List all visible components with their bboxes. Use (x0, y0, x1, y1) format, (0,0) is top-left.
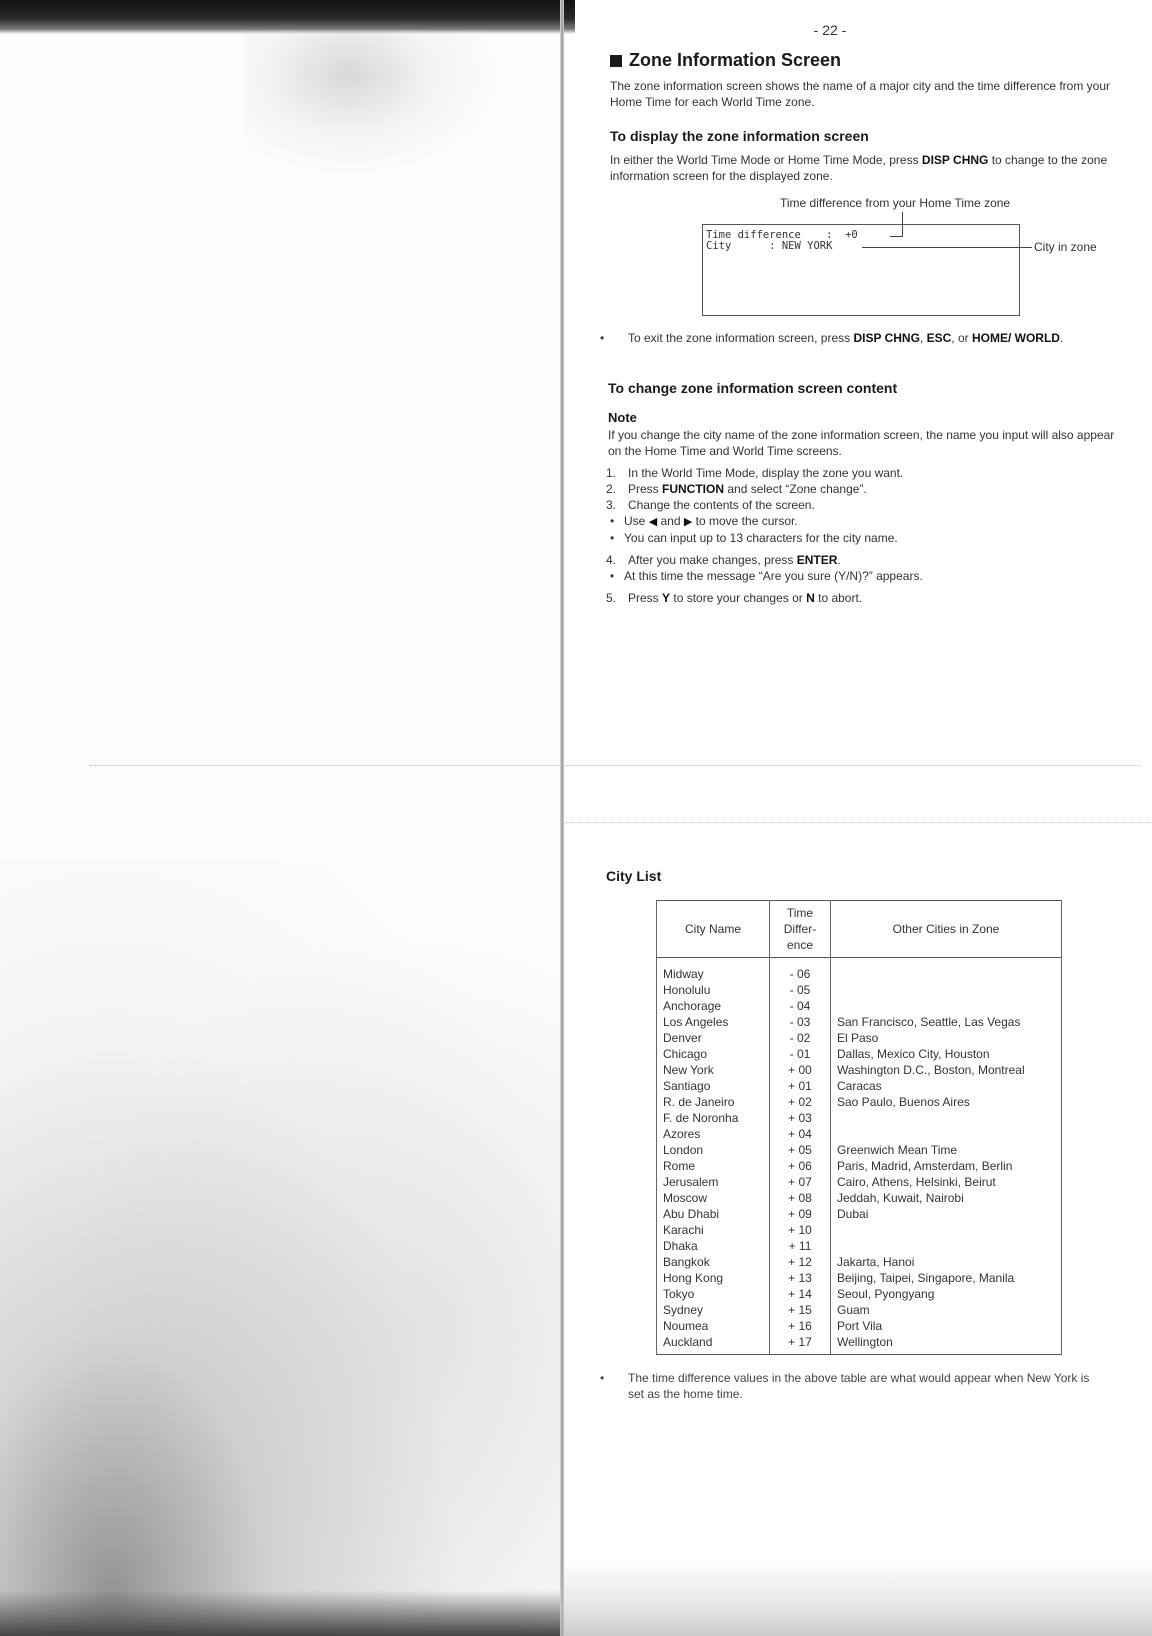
step-text: to abort. (814, 591, 863, 605)
header-other-cities: Other Cities in Zone (831, 901, 1062, 958)
table-row (657, 1062, 1062, 1078)
time-difference-cell: + 04 (770, 1126, 831, 1142)
step-text: to move the cursor. (692, 514, 798, 528)
diagram-label-city-in-zone: City in zone (1034, 240, 1097, 254)
other-cities-cell: Greenwich Mean Time (831, 1142, 1062, 1158)
note-heading: Note (608, 410, 637, 425)
time-difference-cell: + 01 (770, 1078, 831, 1094)
table-row (657, 1286, 1062, 1302)
city-name-cell: Jerusalem (657, 1174, 770, 1190)
table-row (657, 1046, 1062, 1062)
page-fold-horizontal-2 (560, 822, 1152, 823)
city-name-cell: Santiago (657, 1078, 770, 1094)
other-cities-cell: Sao Paulo, Buenos Aires (831, 1094, 1062, 1110)
city-name-cell: F. de Noronha (657, 1110, 770, 1126)
exit-sep-2: , or (951, 331, 972, 345)
exit-end: . (1059, 331, 1064, 345)
time-difference-cell: + 06 (770, 1158, 831, 1174)
footnote-text: The time difference values in the above table are what would appear when New York is set as the home time. (628, 1371, 1090, 1401)
city-name-cell: Chicago (657, 1046, 770, 1062)
city-list-footnote (600, 1370, 1098, 1402)
scan-bleed-bottom-right (560, 1560, 1152, 1636)
table-row (657, 1318, 1062, 1334)
display-text-2: to change to the zone information screen for the displayed zone. (610, 153, 1108, 183)
time-difference-cell: + 13 (770, 1270, 831, 1286)
step-text: and (657, 514, 684, 528)
city-table-body (657, 958, 1062, 1355)
spacer-cell (657, 958, 770, 967)
other-cities-cell (831, 1238, 1062, 1254)
display-heading: To display the zone information screen (610, 128, 869, 144)
city-name-cell: Moscow (657, 1190, 770, 1206)
page-fold-vertical (560, 0, 564, 1636)
section-title-text: Zone Information Screen (629, 50, 842, 70)
bullet-dot: • (610, 569, 615, 583)
table-row (657, 1158, 1062, 1174)
exit-key-disp-chng: DISP CHNG (853, 331, 920, 345)
other-cities-cell: San Francisco, Seattle, Las Vegas (831, 1014, 1062, 1030)
city-name-cell: Hong Kong (657, 1270, 770, 1286)
other-cities-cell (831, 1222, 1062, 1238)
time-difference-cell: - 02 (770, 1030, 831, 1046)
city-name-cell: Tokyo (657, 1286, 770, 1302)
time-difference-cell: - 03 (770, 1014, 831, 1030)
step-text: Press (628, 591, 663, 605)
city-name-cell: Karachi (657, 1222, 770, 1238)
step-text: and select “Zone change”. (724, 482, 867, 496)
bullet-dot: • (610, 514, 615, 528)
spacer-cell (831, 958, 1062, 967)
right-arrow-icon: ▶ (683, 516, 693, 528)
table-row (657, 1238, 1062, 1254)
exit-text: To exit the zone information screen, press (628, 331, 854, 345)
leader-line-city (862, 247, 1032, 248)
step-number: 1. (606, 466, 617, 480)
city-name-cell: Sydney (657, 1302, 770, 1318)
other-cities-cell: Cairo, Athens, Helsinki, Beirut (831, 1174, 1062, 1190)
city-name-cell: Abu Dhabi (657, 1206, 770, 1222)
city-table-header (657, 901, 1062, 958)
time-difference-cell: + 17 (770, 1334, 831, 1355)
scan-bleed-top (245, 30, 505, 180)
other-cities-cell: Dubai (831, 1206, 1062, 1222)
header-time-line-2: Differ- (783, 922, 817, 936)
city-name-cell: Noumea (657, 1318, 770, 1334)
exit-note (600, 330, 1114, 346)
time-difference-cell: + 10 (770, 1222, 831, 1238)
other-cities-cell: Washington D.C., Boston, Montreal (831, 1062, 1062, 1078)
step-number: 4. (606, 553, 617, 567)
time-difference-cell: + 08 (770, 1190, 831, 1206)
city-name-cell: Denver (657, 1030, 770, 1046)
other-cities-cell: Dallas, Mexico City, Houston (831, 1046, 1062, 1062)
other-cities-cell: Guam (831, 1302, 1062, 1318)
exit-sep-1: , (919, 331, 927, 345)
city-table (656, 900, 1062, 1355)
city-name-cell: Midway (657, 966, 770, 982)
other-cities-cell (831, 1110, 1062, 1126)
display-text-1: In either the World Time Mode or Home Time Mode, press (610, 153, 922, 167)
city-name-cell: London (657, 1142, 770, 1158)
other-cities-cell: Jakarta, Hanoi (831, 1254, 1062, 1270)
step-number: 2. (606, 482, 617, 496)
step-text: . (837, 553, 841, 567)
time-difference-cell: + 00 (770, 1062, 831, 1078)
step-5 (606, 590, 1126, 606)
table-row (657, 1302, 1062, 1318)
step-key-n: N (806, 591, 815, 605)
step-3-bullet-1 (606, 513, 1126, 530)
other-cities-cell (831, 966, 1062, 982)
step-key-y: Y (662, 591, 671, 605)
other-cities-cell: Wellington (831, 1334, 1062, 1355)
spacer-cell (770, 958, 831, 967)
time-difference-cell: + 12 (770, 1254, 831, 1270)
step-text: Press (628, 482, 663, 496)
other-cities-cell: Caracas (831, 1078, 1062, 1094)
city-name-cell: Auckland (657, 1334, 770, 1355)
city-name-cell: R. de Janeiro (657, 1094, 770, 1110)
section-title (610, 50, 841, 71)
step-text: At this time the message “Are you sure (Y/N)?” appears. (624, 569, 923, 583)
table-row (657, 966, 1062, 982)
table-spacer-row (657, 958, 1062, 967)
time-difference-cell: - 01 (770, 1046, 831, 1062)
other-cities-cell: Beijing, Taipei, Singapore, Manila (831, 1270, 1062, 1286)
diagram-label-time-difference: Time difference from your Home Time zone (780, 196, 1011, 210)
table-row (657, 1270, 1062, 1286)
other-cities-cell: Port Vila (831, 1318, 1062, 1334)
time-difference-cell: - 06 (770, 966, 831, 982)
other-cities-cell: Jeddah, Kuwait, Nairobi (831, 1190, 1062, 1206)
table-row (657, 1094, 1062, 1110)
city-name-cell: New York (657, 1062, 770, 1078)
step-key-function: FUNCTION (662, 482, 725, 496)
exit-key-home-world: HOME/ WORLD (971, 331, 1060, 345)
city-name-cell: Dhaka (657, 1238, 770, 1254)
table-row (657, 1206, 1062, 1222)
step-text: You can input up to 13 characters for the city name. (624, 531, 898, 545)
city-name-cell: Honolulu (657, 982, 770, 998)
table-row (657, 1126, 1062, 1142)
step-text: After you make changes, press (628, 553, 797, 567)
other-cities-cell (831, 982, 1062, 998)
step-4 (606, 552, 1126, 568)
time-difference-cell: + 15 (770, 1302, 831, 1318)
scan-shadow-bottom (0, 1590, 560, 1636)
other-cities-cell: Seoul, Pyongyang (831, 1286, 1062, 1302)
step-text: Use (624, 514, 649, 528)
scan-shadow-top (0, 0, 575, 34)
scan-bleed-bottom (0, 860, 560, 1636)
bullet-dot: • (600, 1371, 605, 1385)
time-difference-cell: + 03 (770, 1110, 831, 1126)
other-cities-cell (831, 998, 1062, 1014)
table-row (657, 1030, 1062, 1046)
lcd-line-city: City : NEW YORK (706, 240, 833, 252)
step-1 (606, 465, 1126, 481)
table-row (657, 998, 1062, 1014)
exit-note-item (600, 330, 1114, 346)
city-name-cell: Rome (657, 1158, 770, 1174)
step-number: 3. (606, 498, 617, 512)
table-row (657, 982, 1062, 998)
note-text: If you change the city name of the zone information screen, the name you input will also appear on the Home Time and World Time screens. (608, 428, 1115, 458)
header-city-name: City Name (657, 901, 770, 958)
city-name-cell: Anchorage (657, 998, 770, 1014)
time-difference-cell: - 05 (770, 982, 831, 998)
header-time-line-3: ence (786, 938, 814, 952)
bullet-dot: • (610, 531, 615, 545)
table-row (657, 1334, 1062, 1355)
step-number: 5. (606, 591, 617, 605)
step-key-enter: ENTER (796, 553, 838, 567)
change-heading: To change zone information screen content (608, 380, 898, 396)
time-difference-cell: + 02 (770, 1094, 831, 1110)
display-key: DISP CHNG (921, 153, 989, 167)
display-text (610, 152, 1120, 184)
city-name-cell: Azores (657, 1126, 770, 1142)
table-row (657, 1142, 1062, 1158)
step-2 (606, 481, 1126, 497)
time-difference-cell: + 05 (770, 1142, 831, 1158)
time-difference-cell: + 09 (770, 1206, 831, 1222)
time-difference-cell: - 04 (770, 998, 831, 1014)
step-3-bullet-2 (606, 530, 1126, 546)
other-cities-cell: El Paso (831, 1030, 1062, 1046)
left-arrow-icon: ◀ (648, 516, 658, 528)
step-4-bullet-1 (606, 568, 1126, 584)
time-difference-cell: + 16 (770, 1318, 831, 1334)
time-difference-cell: + 11 (770, 1238, 831, 1254)
city-name-cell: Los Angeles (657, 1014, 770, 1030)
table-row (657, 1190, 1062, 1206)
step-text: In the World Time Mode, display the zone you want. (628, 466, 904, 480)
header-time-line-1: Time (786, 906, 814, 920)
step-text: to store your changes or (670, 591, 807, 605)
other-cities-cell: Paris, Madrid, Amsterdam, Berlin (831, 1158, 1062, 1174)
time-difference-cell: + 07 (770, 1174, 831, 1190)
filled-square-icon (610, 55, 622, 67)
city-name-cell: Bangkok (657, 1254, 770, 1270)
step-3 (606, 497, 1126, 513)
table-row (657, 1110, 1062, 1126)
page-number: - 22 - (813, 22, 847, 38)
exit-key-esc: ESC (926, 331, 952, 345)
table-row (657, 1222, 1062, 1238)
city-list-heading: City List (606, 868, 662, 884)
other-cities-cell (831, 1126, 1062, 1142)
steps-list (606, 465, 1126, 606)
lcd-line-time-difference: Time difference : +0 (706, 229, 858, 241)
header-time-difference (770, 901, 831, 958)
section-intro: The zone information screen shows the name of a major city and the time difference from your Home Time for each World Time zone. (610, 79, 1111, 109)
page-fold-horizontal (90, 765, 1140, 766)
step-text: Change the contents of the screen. (628, 498, 815, 512)
table-row (657, 1254, 1062, 1270)
bullet-dot: • (600, 331, 605, 345)
table-row (657, 1014, 1062, 1030)
table-row (657, 1174, 1062, 1190)
table-row (657, 1078, 1062, 1094)
time-difference-cell: + 14 (770, 1286, 831, 1302)
